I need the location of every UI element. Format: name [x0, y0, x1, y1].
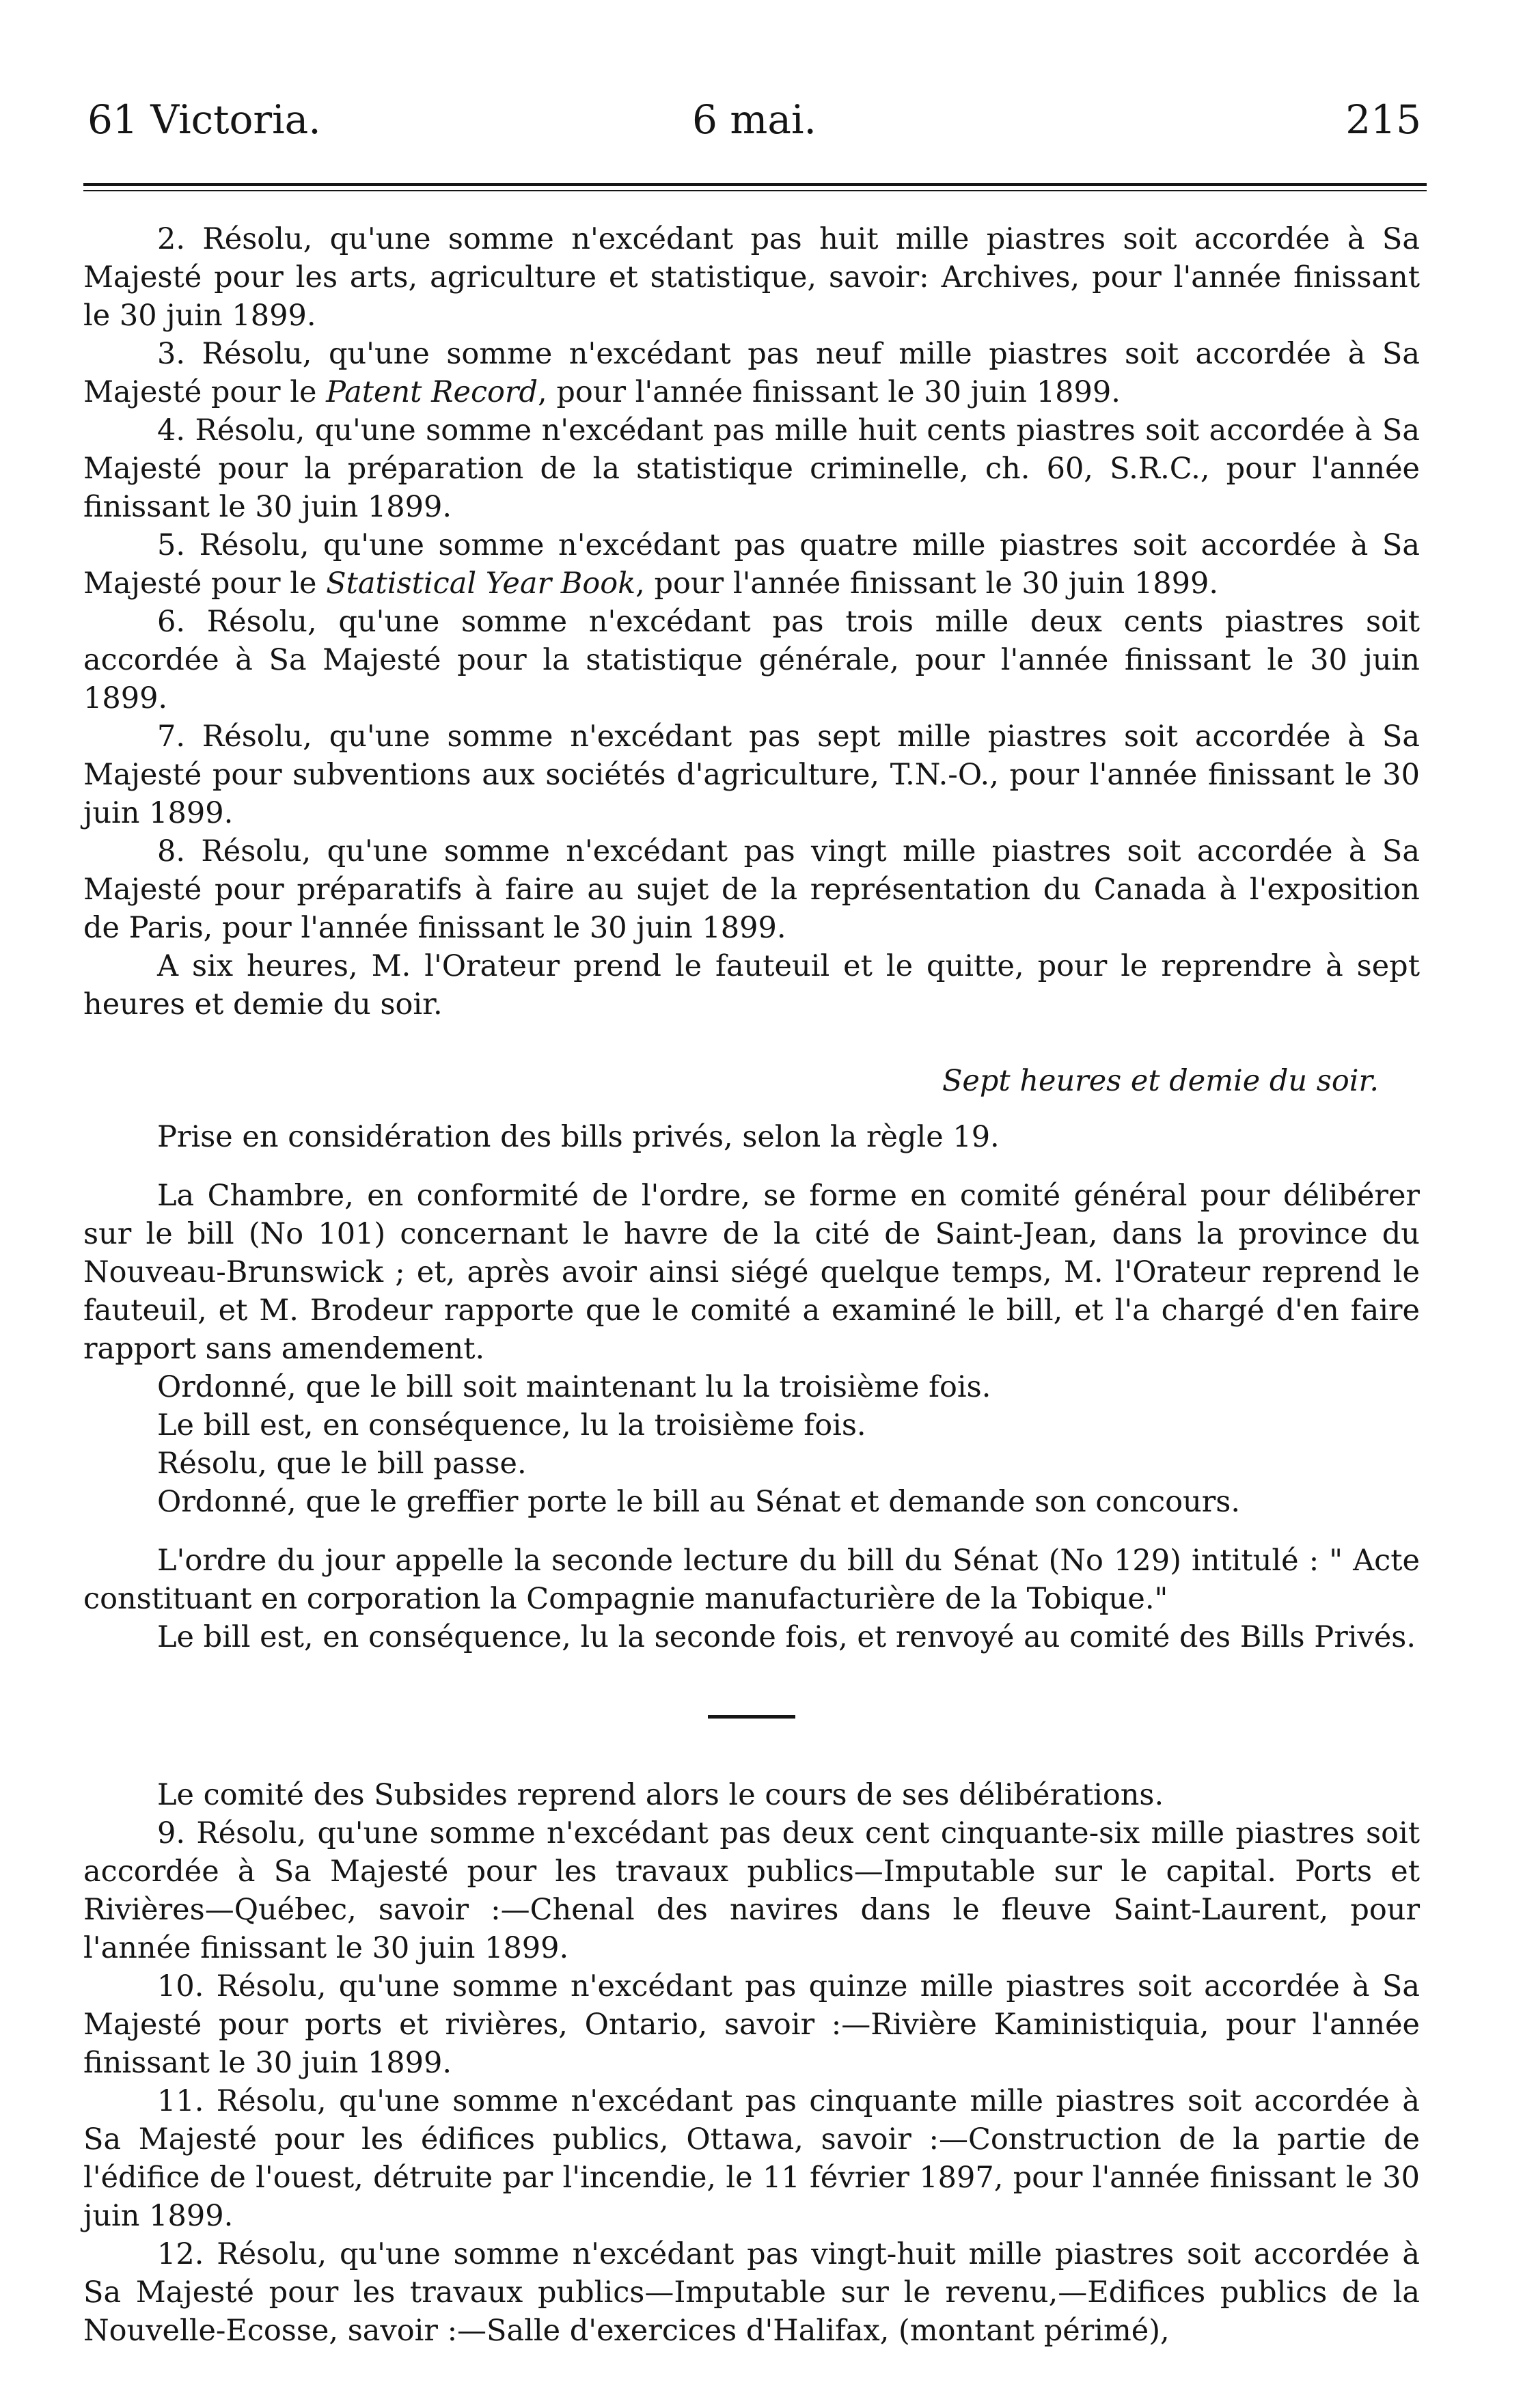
resolution-12: 12. Résolu, qu'une somme n'excédant pas vingt-huit mille piastres soit accordée à Sa Majesté pour les travaux publics—Imputable sur le revenu,—Edifices publics de la Nouvelle-Ecosse, savoir :—Salle d'exercices d'Halifax, (montant périmé), [83, 2237, 1420, 2348]
header-rule-thick [83, 183, 1427, 186]
third-reading-order: Ordonné, que le bill soit maintenant lu la troisième fois. [157, 1370, 991, 1404]
document-body [83, 220, 1420, 2350]
resolution-3-text: 3. Résolu, qu'une somme n'excédant pas neuf mille piastres soit accordée à Sa Majesté pour le [83, 337, 1420, 409]
resolution-5-end: , pour l'année finissant le 30 juin 1899. [635, 566, 1219, 601]
private-bills-note: Prise en considération des bills privés, selon la règle 19. [157, 1120, 1000, 1154]
resolution-3-end: , pour l'année finissant le 30 juin 1899. [538, 375, 1121, 409]
resolution-4: 4. Résolu, qu'une somme n'excédant pas mille huit cents piastres soit accordée à Sa Majesté pour la préparation de la statistique criminelle, ch. 60, S.R.C., pour l'année finissant le 30 juin 1899. [83, 413, 1420, 524]
resolution-10: 10. Résolu, qu'une somme n'excédant pas quinze mille piastres soit accordée à Sa Majesté pour ports et rivières, Ontario, savoir :—Rivière Kaministiquia, pour l'année finissant le 30 juin 1899. [83, 1969, 1420, 2080]
resolution-6: 6. Résolu, qu'une somme n'excédant pas trois mille deux cents piastres soit accordée à Sa Majesté pour la statistique générale, pour l'année finissant le 30 juin 1899. [83, 605, 1420, 715]
supply-committee: Le comité des Subsides reprend alors le cours de ses délibérations. [157, 1778, 1164, 1812]
resolution-5 [83, 526, 1420, 603]
page-header [87, 89, 1421, 150]
resolution-5-text: 5. Résolu, qu'une somme n'excédant pas quatre mille piastres soit accordée à Sa Majesté pour le [83, 528, 1420, 601]
adjournment-note: A six heures, M. l'Orateur prend le fauteuil et le quitte, pour le reprendre à sept heures et demie du soir. [83, 949, 1420, 1022]
resolution-5-title: Statistical Year Book [326, 566, 636, 601]
committee-bill-101: La Chambre, en conformité de l'ordre, se forme en comité général pour délibérer sur le bill (No 101) concernant le havre de la cité de Saint-Jean, dans la province du Nouveau-Brunswick ; et, après avoir ainsi siégé quelque temps, M. l'Orateur reprend le fauteuil, et M. Brodeur rapporte que le comité a examiné le bill, et l'a chargé d'en faire rapport sans amendement. [83, 1179, 1420, 1366]
resolution-8: 8. Résolu, qu'une somme n'excédant pas vingt mille piastres soit accordée à Sa Majesté pour préparatifs à faire au sujet de la représentation du Canada à l'exposition de Paris, pour l'année finissant le 30 juin 1899. [83, 834, 1420, 945]
second-reading-bill-129: L'ordre du jour appelle la seconde lecture du bill du Sénat (No 129) intitulé : " Acte constituant en corporation la Compagnie manufacturière de la Tobique." [83, 1544, 1420, 1616]
bill-passed: Résolu, que le bill passe. [157, 1447, 527, 1481]
senate-order: Ordonné, que le greffier porte le bill au Sénat et demande son concours. [157, 1485, 1241, 1519]
page-number: 215 [1345, 96, 1421, 143]
resolution-3 [83, 335, 1420, 411]
section-divider [708, 1715, 795, 1719]
resolution-11: 11. Résolu, qu'une somme n'excédant pas cinquante mille piastres soit accordée à Sa Majesté pour les édifices publics, Ottawa, savoir :—Construction de la partie de l'édifice de l'ouest, détruite par l'incendie, le 11 février 1897, pour l'année finissant le 30 juin 1899. [83, 2084, 1420, 2233]
third-reading-done: Le bill est, en conséquence, lu la troisième fois. [157, 1408, 866, 1442]
resolution-3-title: Patent Record [326, 375, 538, 409]
resolution-7: 7. Résolu, qu'une somme n'excédant pas sept mille piastres soit accordée à Sa Majesté pour subventions aux sociétés d'agriculture, T.N.-O., pour l'année finissant le 30 juin 1899. [83, 720, 1420, 830]
resolution-2: 2. Résolu, qu'une somme n'excédant pas huit mille piastres soit accordée à Sa Majesté pour les arts, agriculture et statistique, savoir: Archives, pour l'année finissant le 30 juin 1899. [83, 222, 1420, 333]
resolution-9: 9. Résolu, qu'une somme n'excédant pas deux cent cinquante-six mille piastres soit accordée à Sa Majesté pour les travaux publics—Imputable sur le capital. Ports et Rivières—Québec, savoir :—Chenal des navires dans le fleuve Saint-Laurent, pour l'année finissant le 30 juin 1899. [83, 1816, 1420, 1965]
header-session: 61 Victoria. [87, 96, 321, 143]
header-rule-thin [83, 190, 1427, 191]
evening-time-heading: Sept heures et demie du soir. [942, 1064, 1379, 1098]
header-date: 6 mai. [692, 96, 817, 143]
referred-private-bills: Le bill est, en conséquence, lu la seconde fois, et renvoyé au comité des Bills Privés. [157, 1620, 1416, 1654]
